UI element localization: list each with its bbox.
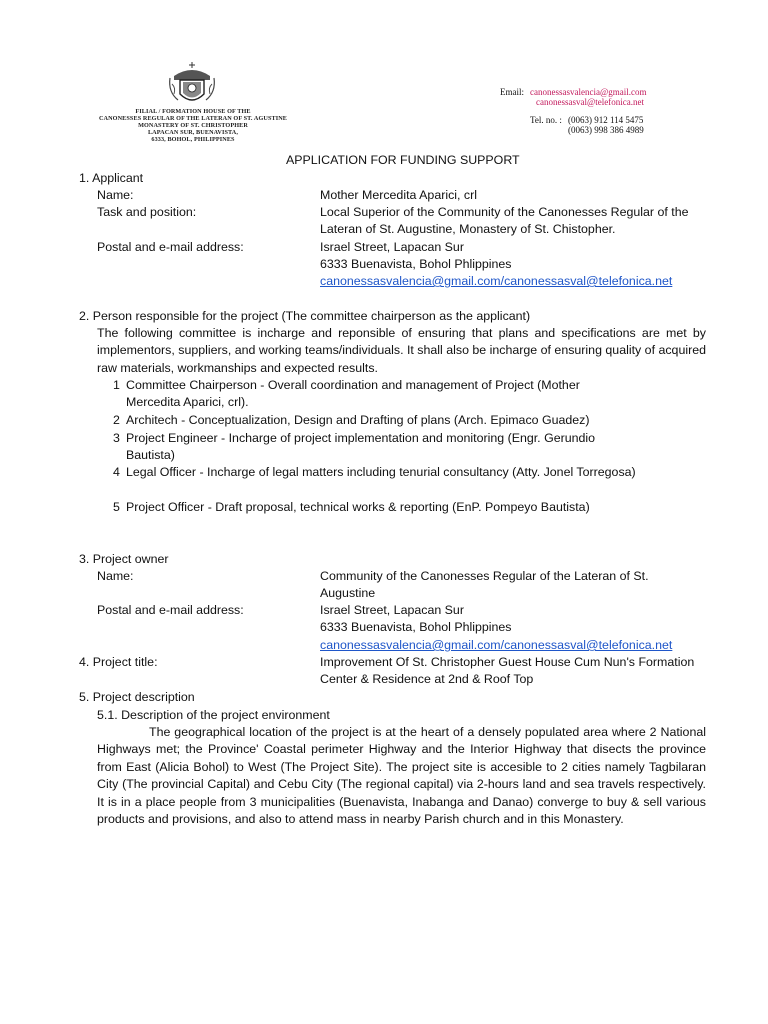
project-title-label: 4. Project title: bbox=[79, 655, 158, 669]
letterhead-email-1[interactable]: canonessasvalencia@gmail.com bbox=[530, 87, 647, 97]
owner-postal-line-2: 6333 Buenavista, Bohol Phlippines bbox=[320, 620, 512, 634]
description-heading: 5. Project description bbox=[79, 690, 195, 704]
committee-item-3-cont: Bautista) bbox=[126, 448, 175, 462]
applicant-email-link[interactable]: canonessasvalencia@gmail.com/canonessasval@telefonica.net bbox=[320, 274, 673, 288]
applicant-postal-line-2: 6333 Buenavista, Bohol Phlippines bbox=[320, 257, 512, 271]
committee-item-1-num: 1 bbox=[113, 378, 120, 392]
crest-logo bbox=[166, 62, 218, 108]
committee-item-4: Legal Officer - Incharge of legal matters including tenurial consultancy (Atty. Jonel Torregosa) bbox=[126, 465, 636, 479]
owner-name-line-1: Community of the Canonesses Regular of the Lateran of St. bbox=[320, 569, 649, 583]
applicant-task-line-2: Lateran of St. Augustine, Monastery of St. Chistopher. bbox=[320, 222, 616, 236]
applicant-postal-line-1: Israel Street, Lapacan Sur bbox=[320, 240, 464, 254]
project-title-line-2: Center & Residence at 2nd & Roof Top bbox=[320, 672, 534, 686]
project-title-line-1: Improvement Of St. Christopher Guest House Cum Nun's Formation bbox=[320, 655, 695, 669]
applicant-task-line-1: Local Superior of the Community of the Canonesses Regular of the bbox=[320, 205, 689, 219]
committee-item-5: Project Officer - Draft proposal, technical works & reporting (EnP. Pompeyo Bautista) bbox=[126, 500, 590, 514]
committee-item-5-num: 5 bbox=[113, 500, 120, 514]
applicant-postal-label: Postal and e-mail address: bbox=[97, 240, 244, 254]
committee-item-2-num: 2 bbox=[113, 413, 120, 427]
committee-item-3: Project Engineer - Incharge of project implementation and monitoring (Engr. Gerundio bbox=[126, 431, 596, 445]
applicant-task-label: Task and position: bbox=[97, 205, 197, 219]
owner-postal-label: Postal and e-mail address: bbox=[97, 603, 244, 617]
owner-name-line-2: Augustine bbox=[320, 586, 376, 600]
applicant-name-value: Mother Mercedita Aparici, crl bbox=[320, 188, 477, 202]
responsible-paragraph: The following committee is incharge and reponsible of ensuring that plans and specifications are met by implementors, suppliers, and working teams/individuals. It shall also be incharge of ensuring quality of acquired raw materials, workmanships and expected results. bbox=[97, 326, 706, 375]
page-title: APPLICATION FOR FUNDING SUPPORT bbox=[286, 153, 520, 167]
description-paragraph: The geographical location of the project is at the heart of a densely populated area where 2 National Highways met; the Province' Coastal perimeter Highway and the Interior Highway that disects the province from East (Alicia Bohol) to West (The Project Site). The project site is accesible to 2 cities namely Tagbilaran City (The provincial Capital) and Cebu City (The regional capital) via 2-hours land and sea travels respectively. It is in a place people from 3 municipalities (Buenavista, Inabanga and Danao) converge to buy & sell various products and provisions, and also to attend mass in nearby Parish church and in this Monastery. bbox=[97, 725, 706, 827]
letterhead-line-1: FILIAL / FORMATION HOUSE OF THE bbox=[135, 108, 251, 115]
email-label: Email: bbox=[500, 87, 524, 97]
committee-item-2: Architech - Conceptualization, Design and Drafting of plans (Arch. Epimaco Guadez) bbox=[126, 413, 590, 427]
applicant-name-label: Name: bbox=[97, 188, 134, 202]
committee-item-3-num: 3 bbox=[113, 431, 120, 445]
tel-number-1: (0063) 912 114 5475 bbox=[568, 115, 644, 125]
letterhead-line-4: LAPACAN SUR, BUENAVISTA, bbox=[147, 129, 239, 136]
responsible-heading: 2. Person responsible for the project (The committee chairperson as the applicant) bbox=[79, 309, 531, 323]
letterhead-line-3: MONASTERY OF ST. CHRISTOPHER bbox=[138, 122, 248, 129]
tel-label: Tel. no. : bbox=[530, 115, 562, 125]
committee-item-1: Committee Chairperson - Overall coordination and management of Project (Mother bbox=[126, 378, 580, 392]
committee-item-1-cont: Mercedita Aparici, crl). bbox=[126, 395, 249, 409]
letterhead-line-5: 6333, BOHOL, PHILIPPINES bbox=[151, 136, 235, 143]
description-subheading: 5.1. Description of the project environment bbox=[97, 708, 330, 722]
letterhead-line-2: CANONESSES REGULAR OF THE LATERAN OF ST. AGUSTINE bbox=[98, 115, 288, 122]
applicant-heading: 1. Applicant bbox=[79, 171, 144, 185]
letterhead-email-2[interactable]: canonessasval@telefonica.net bbox=[536, 97, 644, 107]
letterhead bbox=[78, 62, 654, 146]
committee-item-4-num: 4 bbox=[113, 465, 120, 479]
owner-email-link[interactable]: canonessasvalencia@gmail.com/canonessasval@telefonica.net bbox=[320, 638, 673, 652]
owner-name-label: Name: bbox=[97, 569, 134, 583]
tel-number-2: (0063) 998 386 4989 bbox=[568, 125, 644, 135]
owner-postal-line-1: Israel Street, Lapacan Sur bbox=[320, 603, 464, 617]
owner-heading: 3. Project owner bbox=[79, 552, 169, 566]
